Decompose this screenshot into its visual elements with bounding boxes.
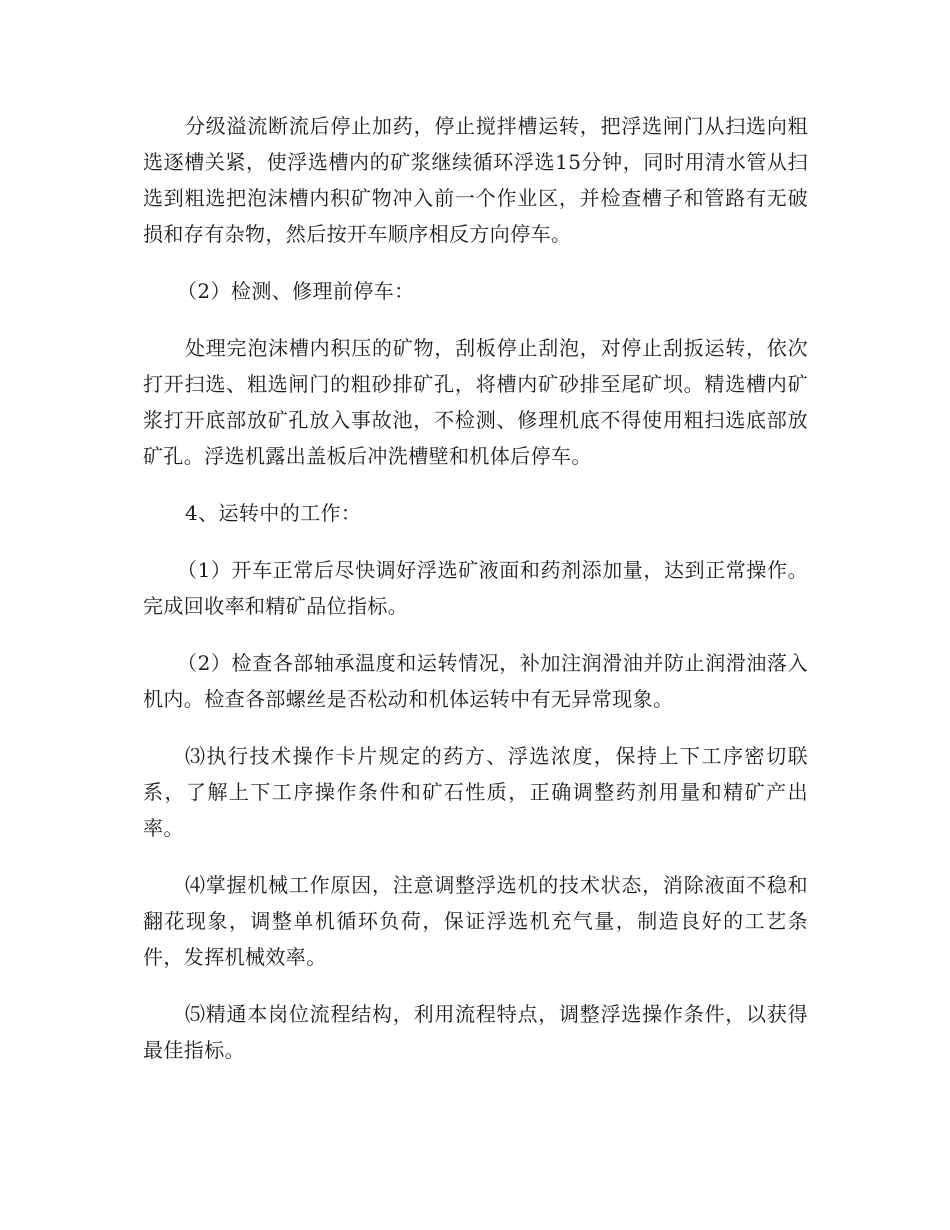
paragraph-running-1: （1）开车正常后尽快调好浮选矿液面和药剂添加量，达到正常操作。完成回收率和精矿品位指标。: [143, 558, 808, 618]
paragraph-running-5: ⑸精通本岗位流程结构，利用流程特点，调整浮选操作条件，以获得最佳指标。: [143, 1002, 808, 1062]
paragraph-shutdown-procedure: 分级溢流断流后停止加药，停止搅拌槽运转，把浮选闸门从扫选向粗选逐槽关紧，使浮选槽内的矿浆继续循环浮选15分钟，同时用清水管从扫选到粗选把泡沫槽内积矿物冲入前一个作业区，并检查槽子和管路有无破损和存有杂物，然后按开车顺序相反方向停车。: [143, 114, 808, 246]
paragraph-inspection-stop: 处理完泡沫槽内积压的矿物，刮板停止刮泡，对停止刮扳运转，依次打开扫选、粗选闸门的粗砂排矿孔，将槽内矿砂排至尾矿坝。精选槽内矿浆打开底部放矿孔放入事故池，不检测、修理机底不得使用粗扫选底部放矿孔。浮选机露出盖板后冲洗槽壁和机体后停车。: [143, 336, 808, 468]
paragraph-running-2: （2）检查各部轴承温度和运转情况，补加注润滑油并防止润滑油落入机内。检查各部螺丝是否松动和机体运转中有无异常现象。: [143, 651, 808, 711]
paragraph-running-3: ⑶执行技术操作卡片规定的药方、浮选浓度，保持上下工序密切联系，了解上下工序操作条件和矿石性质，正确调整药剂用量和精矿产出率。: [143, 744, 808, 840]
paragraph-running-4: ⑷掌握机械工作原因，注意调整浮选机的技术状态，消除液面不稳和翻花现象，调整单机循环负荷，保证浮选机充气量，制造良好的工艺条件，发挥机械效率。: [143, 873, 808, 969]
document-body: [143, 108, 808, 1089]
heading-inspection-stop: （2）检测、修理前停车：: [177, 279, 415, 303]
heading-running-work: 4、运转中的工作：: [185, 501, 362, 525]
